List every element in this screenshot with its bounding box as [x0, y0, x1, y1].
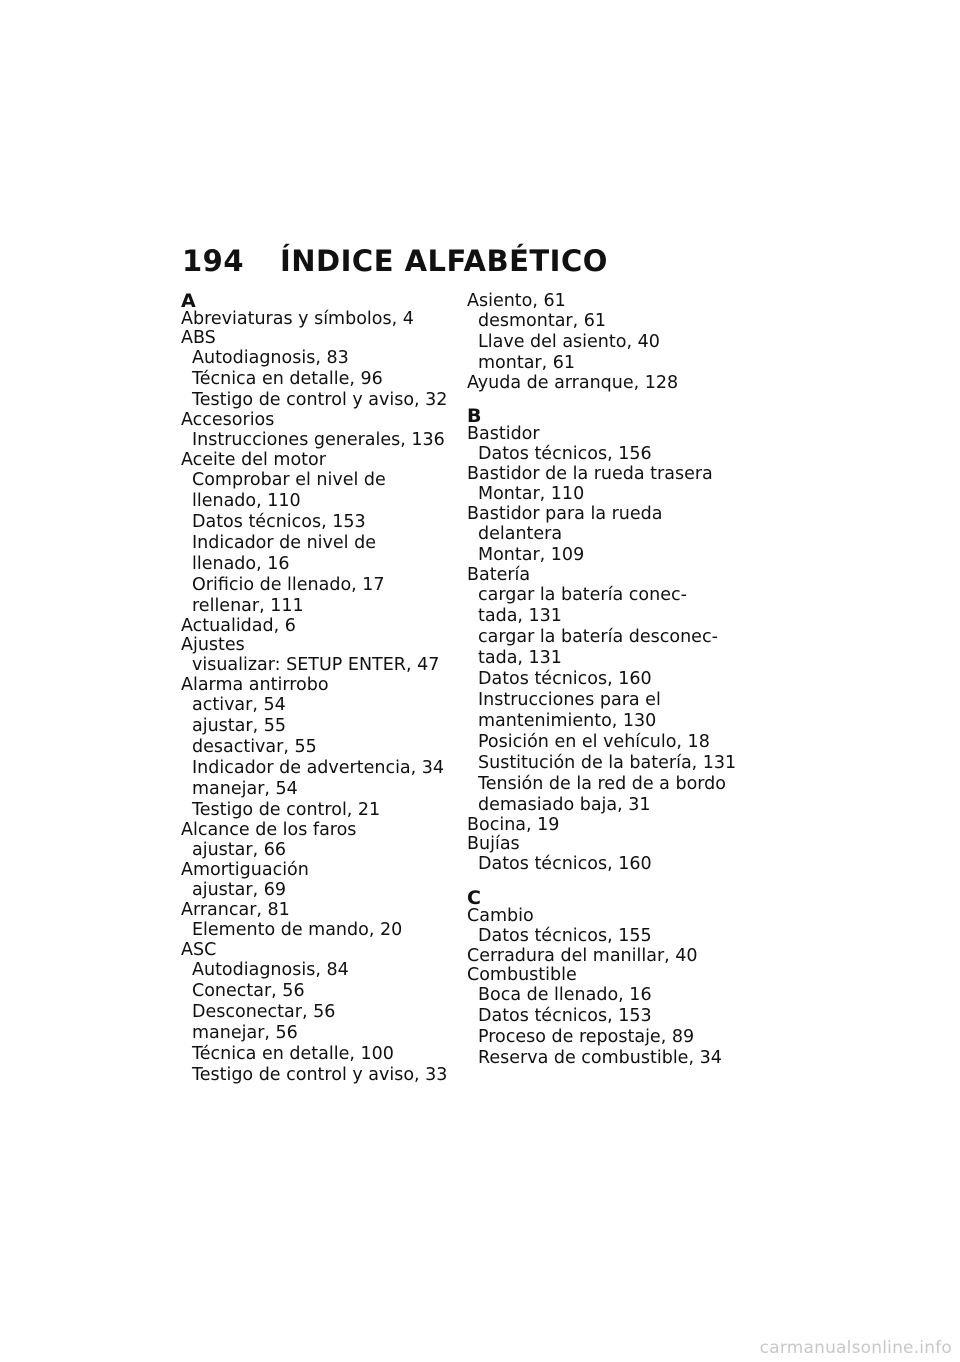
index-subentry: mantenimiento, 130	[478, 711, 657, 731]
index-column-left	[181, 292, 471, 1086]
index-subentry: llenado, 110	[192, 491, 301, 511]
page-title: ÍNDICE ALFABÉTICO	[280, 244, 608, 278]
index-subentry: Posición en el vehículo, 18	[478, 732, 710, 752]
index-subentry: Desconectar, 56	[192, 1002, 336, 1022]
index-subentry: Instrucciones para el	[478, 690, 661, 710]
index-subentry: Testigo de control y aviso, 33	[192, 1065, 448, 1085]
index-letter-heading: B	[467, 405, 482, 427]
index-entry: Ajustes	[181, 635, 245, 655]
page-header	[182, 244, 608, 278]
index-letter-heading: A	[181, 290, 196, 312]
index-entry: Bujías	[467, 834, 520, 854]
index-subentry: cargar la batería conec-	[478, 585, 687, 605]
index-column-right	[467, 292, 767, 1069]
index-subentry: manejar, 56	[192, 1023, 298, 1043]
index-subentry: llenado, 16	[192, 554, 290, 574]
page-number: 194	[182, 244, 245, 278]
index-subentry: ajustar, 66	[192, 840, 286, 860]
index-entry: Aceite del motor	[181, 450, 326, 470]
index-entry: Cambio	[467, 906, 534, 926]
index-subentry: Elemento de mando, 20	[192, 920, 403, 940]
index-subentry: delantera	[478, 524, 563, 544]
index-subentry: Tensión de la red de a bordo	[478, 774, 726, 794]
index-entry: ABS	[181, 328, 216, 348]
index-subentry: visualizar: SETUP ENTER, 47	[192, 655, 440, 675]
index-entry: Arrancar, 81	[181, 900, 290, 920]
index-subentry: Indicador de nivel de	[192, 533, 376, 553]
index-subentry: Instrucciones generales, 136	[192, 430, 445, 450]
index-entry: Batería	[467, 565, 531, 585]
index-entry: Asiento, 61	[467, 291, 566, 311]
index-subentry: Datos técnicos, 153	[478, 1006, 652, 1026]
index-subentry: Técnica en detalle, 96	[192, 369, 383, 389]
index-entry: Ayuda de arranque, 128	[467, 373, 679, 393]
index-entry: Abreviaturas y símbolos, 4	[181, 309, 414, 329]
index-subentry: Orificio de llenado, 17	[192, 575, 385, 595]
index-entry: Amortiguación	[181, 860, 309, 880]
index-subentry: ajustar, 69	[192, 880, 286, 900]
index-subentry: montar, 61	[478, 353, 576, 373]
index-entry: Alcance de los faros	[181, 820, 357, 840]
index-subentry: Técnica en detalle, 100	[192, 1044, 394, 1064]
index-subentry: Datos técnicos, 156	[478, 444, 652, 464]
index-entry: Alarma antirrobo	[181, 675, 329, 695]
index-subentry: Montar, 110	[478, 484, 585, 504]
index-subentry: ajustar, 55	[192, 716, 286, 736]
index-subentry: Boca de llenado, 16	[478, 985, 652, 1005]
index-subentry: Autodiagnosis, 83	[192, 348, 349, 368]
index-subentry: cargar la batería desconec-	[478, 627, 718, 647]
index-subentry: Testigo de control, 21	[192, 800, 381, 820]
index-subentry: Autodiagnosis, 84	[192, 960, 349, 980]
index-subentry: tada, 131	[478, 606, 562, 626]
index-letter-heading: C	[467, 887, 481, 909]
index-subentry: desmontar, 61	[478, 311, 607, 331]
index-subentry: Comprobar el nivel de	[192, 470, 386, 490]
index-subentry: desactivar, 55	[192, 737, 317, 757]
index-subentry: Datos técnicos, 153	[192, 512, 366, 532]
index-subentry: Sustitución de la batería, 131	[478, 753, 737, 773]
index-entry: ASC	[181, 940, 217, 960]
index-subentry: demasiado baja, 31	[478, 795, 651, 815]
index-subentry: manejar, 54	[192, 779, 298, 799]
index-subentry: Testigo de control y aviso, 32	[192, 390, 448, 410]
index-subentry: Llave del asiento, 40	[478, 332, 660, 352]
index-subentry: Montar, 109	[478, 545, 585, 565]
index-subentry: activar, 54	[192, 695, 286, 715]
index-subentry: Conectar, 56	[192, 981, 305, 1001]
index-subentry: tada, 131	[478, 648, 562, 668]
index-entry: Bastidor	[467, 424, 540, 444]
index-entry: Combustible	[467, 965, 577, 985]
index-entry: Bocina, 19	[467, 815, 560, 835]
index-entry: Cerradura del manillar, 40	[467, 946, 698, 966]
index-subentry: Datos técnicos, 160	[478, 854, 652, 874]
index-entry: Bastidor para la rueda	[467, 504, 663, 524]
index-subentry: Indicador de advertencia, 34	[192, 758, 445, 778]
index-subentry: Datos técnicos, 155	[478, 926, 652, 946]
index-subentry: rellenar, 111	[192, 596, 304, 616]
index-subentry: Reserva de combustible, 34	[478, 1048, 722, 1068]
index-entry: Actualidad, 6	[181, 616, 296, 636]
index-entry: Accesorios	[181, 410, 275, 430]
index-subentry: Datos técnicos, 160	[478, 669, 652, 689]
index-entry: Bastidor de la rueda trasera	[467, 464, 713, 484]
watermark: carmanualsonline.info	[759, 1338, 952, 1358]
index-subentry: Proceso de repostaje, 89	[478, 1027, 695, 1047]
